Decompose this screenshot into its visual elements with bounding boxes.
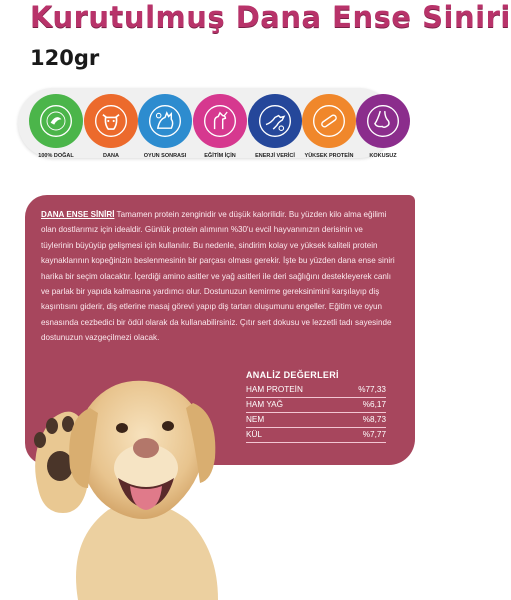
analysis-value: %6,17 (362, 400, 386, 409)
analysis-name: KÜL (246, 430, 262, 439)
analysis-name: HAM PROTEİN (246, 385, 303, 394)
energy-badge (248, 94, 302, 148)
natural-seal-icon (38, 103, 74, 139)
odorless-badge (356, 94, 410, 148)
dog-training-icon (202, 103, 238, 139)
protein-bone-icon (311, 103, 347, 139)
cow-icon (93, 103, 129, 139)
labrador-dog-image (18, 368, 238, 600)
protein-badge (302, 94, 356, 148)
analysis-value: %7,77 (362, 430, 386, 439)
after-play-badge (138, 94, 192, 148)
badge-label-after-play: OYUN SONRASI (143, 153, 187, 159)
badge-label-protein: YÜKSEK PROTEİN (304, 153, 354, 159)
description-body: Tamamen protein zenginidir ve düşük kalorilidir. Bu yüzden kilo alma eğilimi olan dostlarımız için idealdir. Günlük protein alımının %30'u evcil hayvanınızın derisinin ve tüylerinin büyüyüp gelişmesi için kullanılır. Bu nedenle, sindirim kolay ve yüksek kaliteli protein kaynaklarının kopeğinizin beslenmesinin bir parçası olması gerekir. İşte bu yüzden dana ense siniri harika bir seçim olacaktır. İçerdiği amino asitler ve yağ asitleri ile deri sağlığını destekleyerek canlı ve parlak bir yapıda kalmasına yardımcı olur. Dostunuzun kemirme gereksinimini karşılayıp diş kaşıntısını giderir, diş etlerine masaj görevi yapıp diş tartarı oluşumunu engeller. Eğitim ve oyun esnasında cezbedici bir ödül olarak da kullanabilirsiniz. Çıtır sert dokusu ve lezzetli tadı sayesinde dostunuzun vazgeçilmezi olacak. (41, 210, 395, 343)
training-badge (193, 94, 247, 148)
beef-badge (84, 94, 138, 148)
analysis-row (246, 428, 386, 443)
analysis-name: HAM YAĞ (246, 400, 284, 409)
analysis-name: NEM (246, 415, 265, 424)
badge-label-natural: 100% DOĞAL (38, 153, 74, 159)
analysis-row (246, 383, 386, 398)
nose-icon (365, 103, 401, 139)
product-title: Kurutulmuş Dana Ense Siniri (30, 0, 511, 34)
badge-label-energy: ENERJİ VERİCİ (255, 153, 295, 159)
natural-badge (29, 94, 83, 148)
product-weight: 120gr (30, 46, 100, 70)
description-lead: DANA ENSE SİNİRİ (41, 210, 115, 219)
cat-playing-icon (147, 103, 183, 139)
jumping-dog-icon (257, 103, 293, 139)
badge-label-odorless: KOKUSUZ (369, 153, 397, 159)
badge-label-beef: DANA (103, 153, 119, 159)
analysis-row (246, 413, 386, 428)
badge-label-training: EĞİTİM İÇİN (204, 153, 236, 159)
analysis-heading: ANALİZ DEĞERLERİ (246, 370, 339, 380)
analysis-value: %8,73 (362, 415, 386, 424)
analysis-row (246, 398, 386, 413)
analysis-value: %77,33 (358, 385, 386, 394)
analysis-table (246, 370, 386, 443)
product-description (41, 207, 396, 346)
